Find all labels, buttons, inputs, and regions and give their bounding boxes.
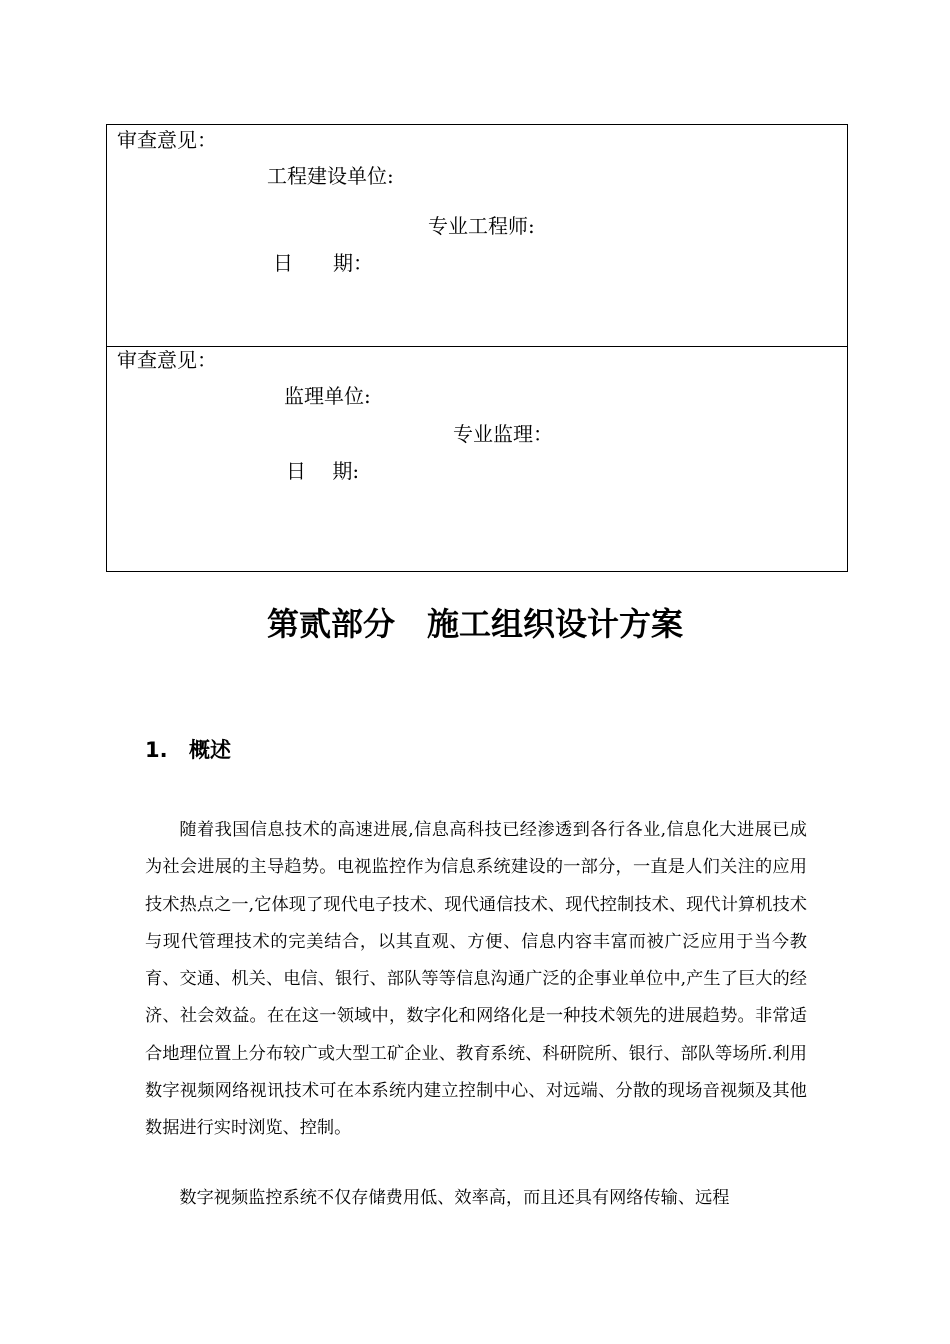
document-title: 第贰部分 施工组织设计方案 [266,605,683,643]
section-heading [145,736,231,764]
supervision-opinion-label: 审查意见： [117,348,217,372]
supervision-date-label: 日 期: [286,459,360,483]
section-title: 概述 [189,738,231,762]
construction-opinion-label: 审查意见： [117,128,217,152]
body-paragraph: 数字视频监控系统不仅存储费用低、效率高，而且还具有网络传输、远程 [179,1188,730,1208]
supervision-unit-label: 监理单位: [284,384,371,408]
section-number: 1. [145,738,168,762]
engineer-label: 专业工程师: [428,214,535,238]
review-table [106,124,848,572]
construction-unit-label: 工程建设单位: [267,164,394,188]
construction-review-cell [107,125,847,347]
body-paragraph: 随着我国信息技术的高速进展,信息高科技已经渗透到各行各业,信息化大进展已成为社会进展的主导趋势。电视监控作为信息系统建设的一部分，一直是人们关注的应用技术热点之一,它体现了现代电子技术、现代通信技术、现代控制技术、现代计算机技术与现代管理技术的完美结合，以其直观、方便、信息内容丰富而被广泛应用于当今教育、交通、机关、电信、银行、部队等等信息沟通广泛的企事业单位中,产生了巨大的经济、社会效益。在在这一领域中，数字化和网络化是一种技术领先的进展趋势。非常适合地理位置上分布较广或大型工矿企业、教育系统、科研院所、银行、部队等场所.利用数字视频网络视讯技术可在本系统内建立控制中心、对远端、分散的现场音视频及其他数据进行实时浏览、控制。 [145,820,807,1139]
supervision-review-cell [107,347,847,571]
construction-date-label: 日 期： [273,251,373,275]
supervisor-label: 专业监理： [453,422,553,446]
